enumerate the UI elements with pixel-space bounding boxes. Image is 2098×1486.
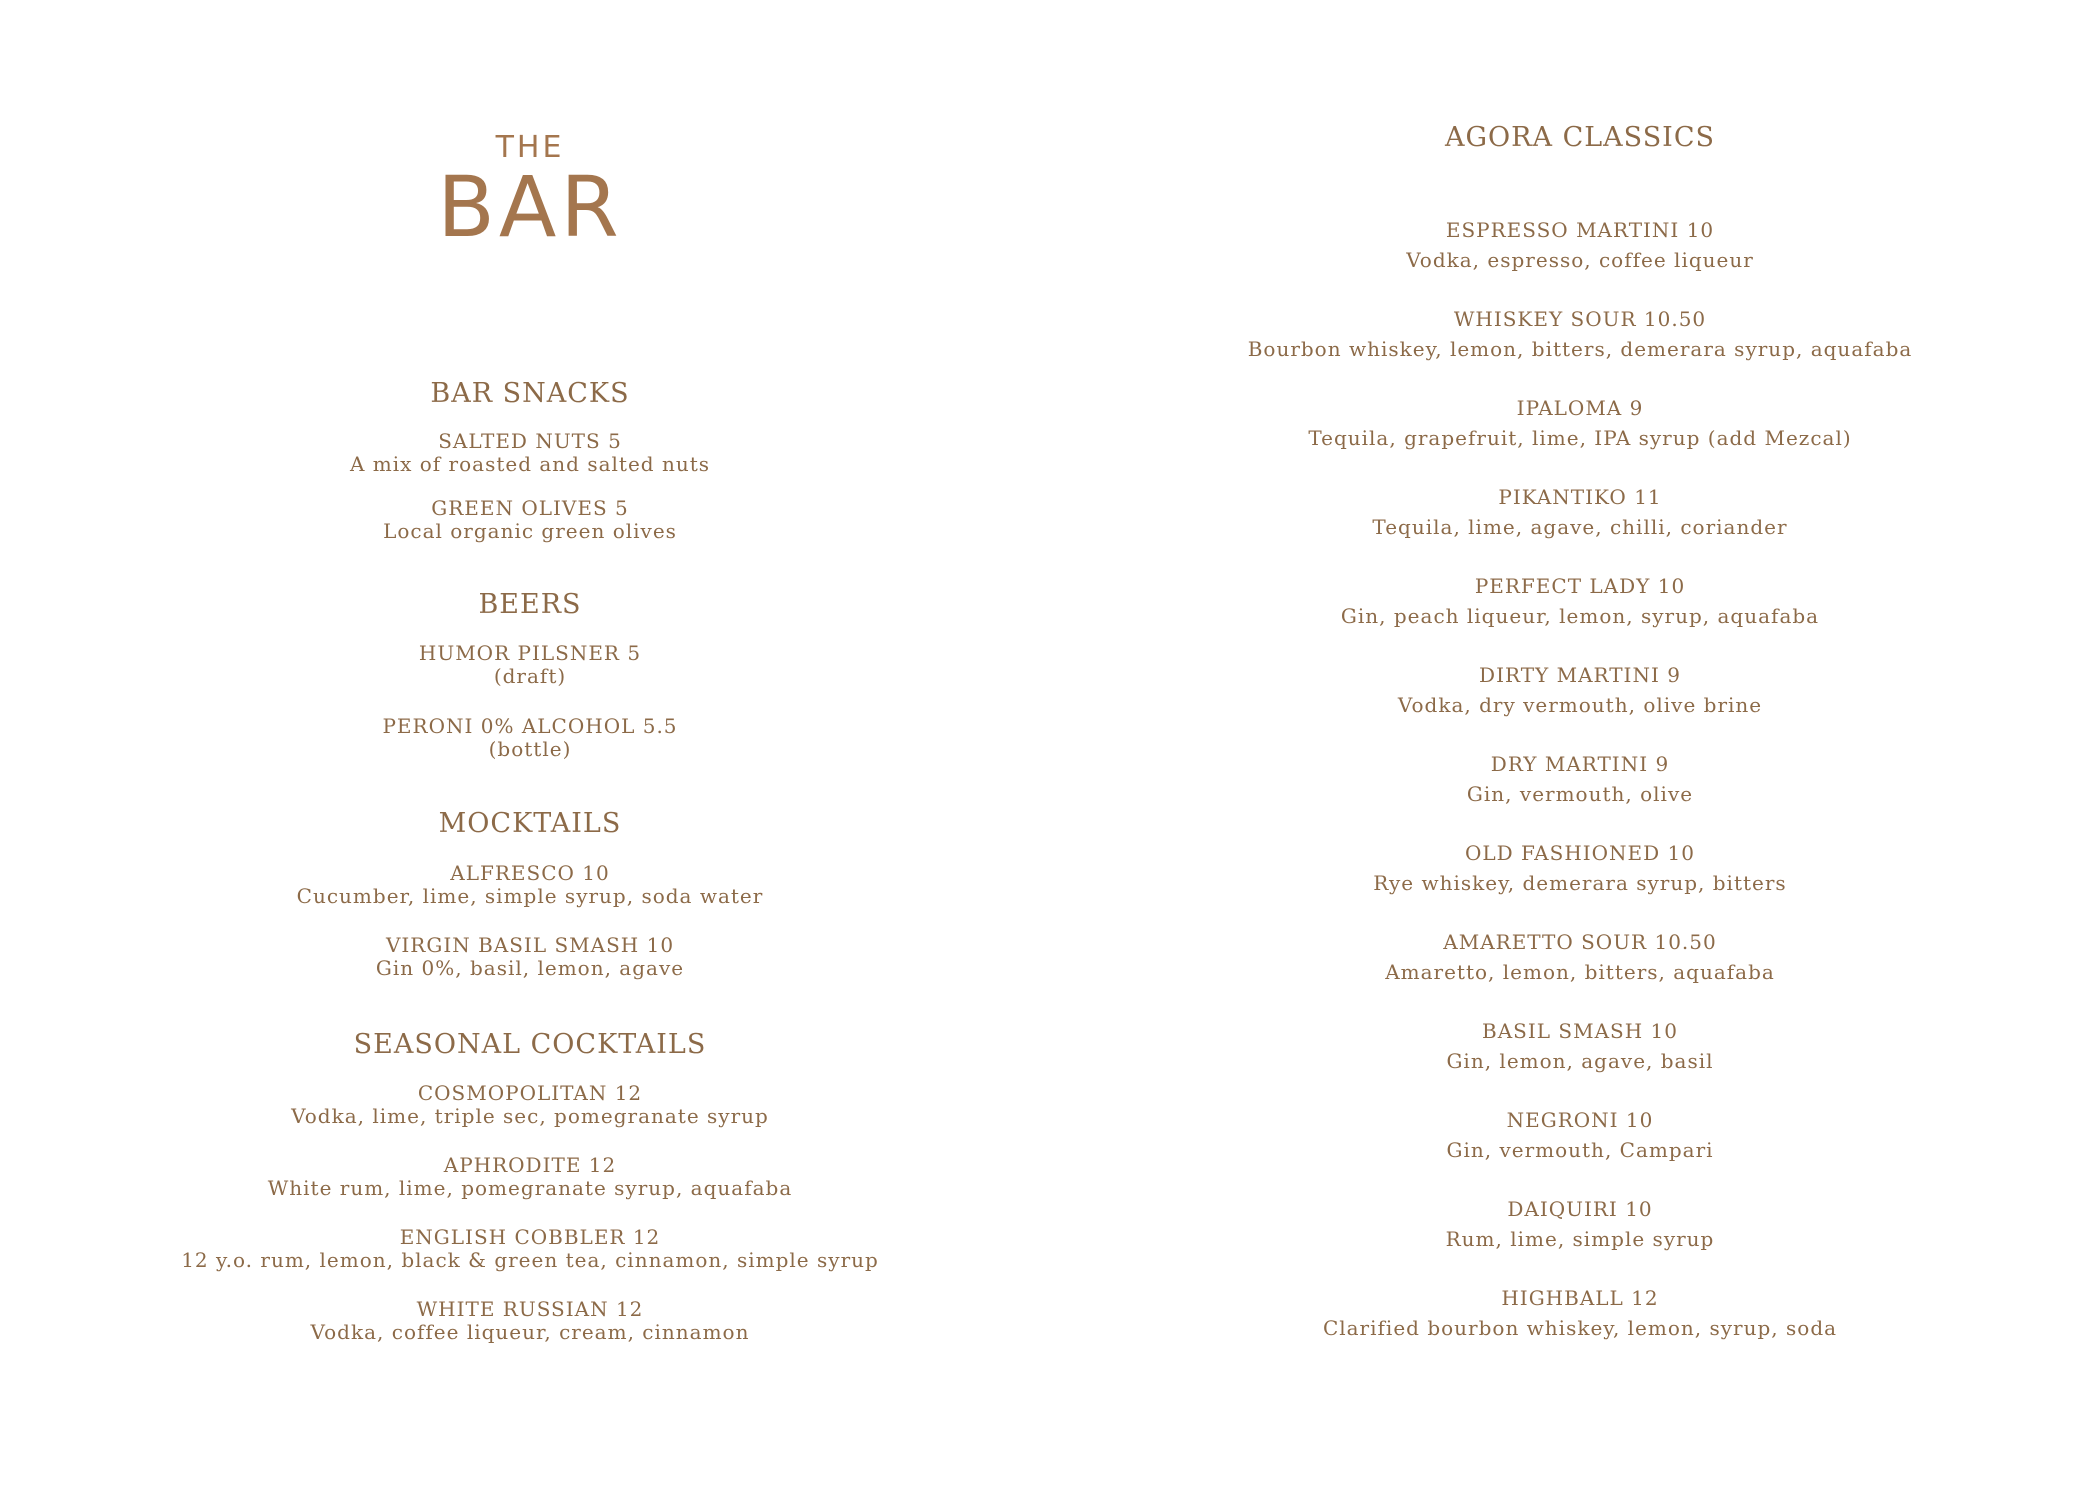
menu-item bbox=[1200, 1197, 1960, 1251]
item-name: HUMOR PILSNER 5 bbox=[418, 641, 642, 665]
menu-item bbox=[150, 642, 910, 688]
item-desc: Bourbon whiskey, lemon, bitters, demerara syrup, aquafaba bbox=[1247, 337, 1913, 361]
logo-bar: BAR bbox=[437, 158, 623, 256]
section-title-beers: BEERS bbox=[478, 589, 582, 620]
item-name: WHITE RUSSIAN 12 bbox=[416, 1297, 644, 1321]
menu-item bbox=[1200, 307, 1960, 361]
logo-the: THE bbox=[495, 130, 565, 165]
item-desc: Vodka, coffee liqueur, cream, cinnamon bbox=[310, 1320, 750, 1344]
menu-item bbox=[1200, 930, 1960, 984]
item-desc: Amaretto, lemon, bitters, aquafaba bbox=[1385, 960, 1775, 984]
item-name: PERFECT LADY 10 bbox=[1474, 574, 1686, 598]
menu-item bbox=[150, 497, 910, 543]
item-desc: Vodka, espresso, coffee liqueur bbox=[1406, 248, 1754, 272]
menu-item bbox=[1200, 1019, 1960, 1073]
menu-item bbox=[1200, 574, 1960, 628]
item-name: IPALOMA 9 bbox=[1516, 396, 1644, 420]
section-title-mocktails: MOCKTAILS bbox=[438, 808, 622, 839]
item-name: PERONI 0% ALCOHOL 5.5 bbox=[382, 714, 678, 738]
item-name: SALTED NUTS 5 bbox=[438, 429, 622, 453]
item-name: COSMOPOLITAN 12 bbox=[417, 1081, 643, 1105]
item-desc: Gin 0%, basil, lemon, agave bbox=[375, 956, 685, 980]
item-name: DAIQUIRI 10 bbox=[1507, 1197, 1653, 1221]
item-desc: White rum, lime, pomegranate syrup, aquafaba bbox=[267, 1176, 793, 1200]
item-name: WHISKEY SOUR 10.50 bbox=[1453, 307, 1707, 331]
menu-item bbox=[1200, 752, 1960, 806]
item-desc: Clarified bourbon whiskey, lemon, syrup, soda bbox=[1322, 1316, 1838, 1340]
menu-item bbox=[1200, 1286, 1960, 1340]
item-desc: Tequila, lime, agave, chilli, coriander bbox=[1372, 515, 1788, 539]
item-desc: (bottle) bbox=[488, 737, 572, 761]
menu-item bbox=[150, 1154, 910, 1200]
item-desc: Vodka, dry vermouth, olive brine bbox=[1397, 693, 1763, 717]
item-name: DIRTY MARTINI 9 bbox=[1479, 663, 1681, 687]
item-desc: Cucumber, lime, simple syrup, soda water bbox=[296, 884, 764, 908]
item-desc: Rye whiskey, demerara syrup, bitters bbox=[1373, 871, 1787, 895]
item-name: DRY MARTINI 9 bbox=[1490, 752, 1670, 776]
menu-item bbox=[1200, 396, 1960, 450]
item-desc: Gin, peach liqueur, lemon, syrup, aquafaba bbox=[1340, 604, 1820, 628]
item-desc: Gin, lemon, agave, basil bbox=[1446, 1049, 1714, 1073]
item-name: OLD FASHIONED 10 bbox=[1464, 841, 1696, 865]
item-name: APHRODITE 12 bbox=[443, 1153, 617, 1177]
item-name: ENGLISH COBBLER 12 bbox=[399, 1225, 661, 1249]
item-desc: 12 y.o. rum, lemon, black & green tea, cinnamon, simple syrup bbox=[181, 1248, 879, 1272]
menu-item bbox=[150, 715, 910, 761]
item-name: AMARETTO SOUR 10.50 bbox=[1443, 930, 1717, 954]
item-name: GREEN OLIVES 5 bbox=[431, 496, 629, 520]
item-desc: Gin, vermouth, Campari bbox=[1446, 1138, 1714, 1162]
menu-item bbox=[150, 862, 910, 908]
menu-item bbox=[1200, 841, 1960, 895]
item-name: HIGHBALL 12 bbox=[1501, 1286, 1659, 1310]
menu-item bbox=[150, 1082, 910, 1128]
item-name: ESPRESSO MARTINI 10 bbox=[1445, 218, 1715, 242]
item-name: VIRGIN BASIL SMASH 10 bbox=[385, 933, 675, 957]
item-desc: A mix of roasted and salted nuts bbox=[349, 452, 711, 476]
section-title-seasonal-cocktails: SEASONAL COCKTAILS bbox=[353, 1029, 707, 1060]
item-desc: (draft) bbox=[493, 664, 567, 688]
menu-item bbox=[150, 934, 910, 980]
menu-item bbox=[1200, 1108, 1960, 1162]
item-desc: Local organic green olives bbox=[383, 519, 677, 543]
section-title-agora-classics: AGORA CLASSICS bbox=[1444, 122, 1716, 153]
menu-item bbox=[1200, 485, 1960, 539]
menu-item bbox=[1200, 663, 1960, 717]
item-name: ALFRESCO 10 bbox=[450, 861, 610, 885]
menu-item bbox=[150, 1226, 910, 1272]
menu-item bbox=[150, 430, 910, 476]
item-desc: Tequila, grapefruit, lime, IPA syrup (add Mezcal) bbox=[1308, 426, 1852, 450]
item-desc: Gin, vermouth, olive bbox=[1466, 782, 1694, 806]
left-column bbox=[150, 0, 910, 1486]
menu-item bbox=[1200, 218, 1960, 272]
item-desc: Vodka, lime, triple sec, pomegranate syrup bbox=[291, 1104, 769, 1128]
item-name: PIKANTIKO 11 bbox=[1498, 485, 1662, 509]
menu-item bbox=[150, 1298, 910, 1344]
section-title-bar-snacks: BAR SNACKS bbox=[430, 378, 630, 409]
item-desc: Rum, lime, simple syrup bbox=[1445, 1227, 1715, 1251]
item-name: BASIL SMASH 10 bbox=[1482, 1019, 1678, 1043]
right-column bbox=[1200, 0, 1960, 1486]
item-name: NEGRONI 10 bbox=[1506, 1108, 1654, 1132]
